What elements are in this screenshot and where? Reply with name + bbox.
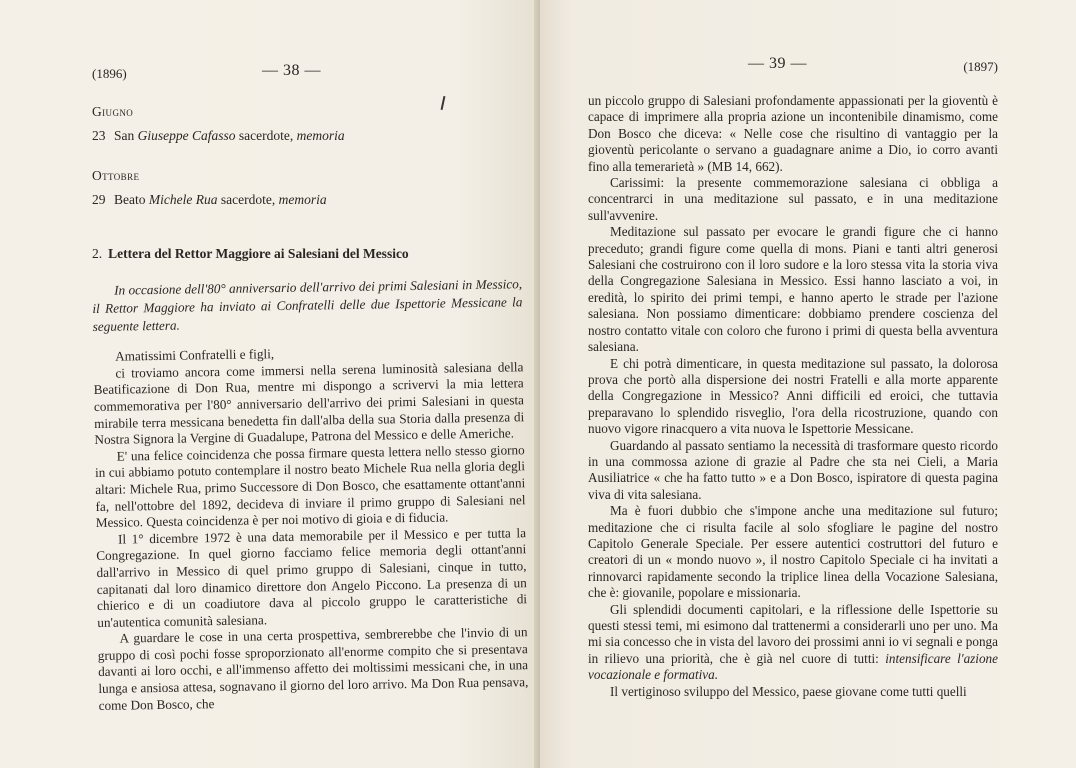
paragraph-italic-phrase: intensificare l'azione vocazionale e formativa. xyxy=(588,650,998,683)
section-title xyxy=(92,246,522,262)
paragraph: Il vertiginoso sviluppo del Messico, paese giovane come tutti quelli xyxy=(610,683,967,699)
paragraph: un piccolo gruppo di Salesiani profondamente appassionati per la gioventù è capace di imprimere alla propria azione un incontenibile dinamismo, come Don Bosco che diceva: « Nelle cose che risultino di vantaggio per la gioventù pericolante o servano a guadagnare anime a Dio, io corro avanti fino alla temerarietà » (MB 14, 662). xyxy=(588,93,998,174)
right-body-text xyxy=(588,93,998,700)
paragraph: Ma è fuori dubbio che s'impone anche una meditazione sul futuro; meditazione che ci risulta facile al solo sfogliare le pagine del nostro Capitolo Generale Speciale. Per essere autentici costruttori del futuro e creatori di un « mondo nuovo », il nostro Capitolo Speciale ci ha invitati a rinnovarci rapidamente secondo la triplice linea della Vocazione Salesiana, che è: giovanile, popolare e missionaria. xyxy=(588,503,998,601)
entry-prefix: Beato xyxy=(114,192,149,207)
entry-role: sacerdote, xyxy=(217,192,279,207)
paragraph: Meditazione sul passato per evocare le grandi figure che ci hanno preceduto; grandi figure come quella di mons. Piani e tanti altri generosi Salesiani che costruirono con il loro sudore e la loro stessa vita la storia viva della Congregazione Salesiana in Messico. Essi hanno lasciato a voi, in eredità, lo spirito dei primi tempi, e hanno aperto le strade per l'azione salesiana. Non possiamo dimenticare: dobbiamo prendere coscienza del nostro contatto vitale con coloro che furono i primi di questa bella avventura salesiana. xyxy=(588,224,998,355)
entry-day: 23 xyxy=(92,128,106,143)
left-body-text xyxy=(92,275,529,714)
letter-salutation: Amatissimi Confratelli e figli, xyxy=(115,346,275,364)
paragraph-text: Gli splendidi documenti capitolari, e la riflessione delle Ispettorie su questi stessi temi, mi esimono dal trattenermi a considerarli uno per uno. Ma mi sia concesso che in vista del lavoro dei prossimi anni io vi segnali e ponga in rilievo una priorità, che è già nel cuore di tutti: xyxy=(588,601,998,666)
section-title-text: Lettera del Rettor Maggiore ai Salesiani del Messico xyxy=(108,246,409,261)
month-heading-october: Ottobre xyxy=(92,168,140,183)
entry-saint-name: Michele Rua xyxy=(148,192,218,207)
paragraph: Guardando al passato sentiamo la necessità di trasformare questo ricordo in una commossa azione di grazie al Padre che sta nei Cieli, a Maria Ausiliatrice « che ha fatto tutto » e a Don Bosco, ispiratore di questa pagina viva di vita salesiana. xyxy=(588,437,998,502)
entry-role: sacerdote, xyxy=(235,128,297,143)
entry-saint-name: Giuseppe Cafasso xyxy=(137,128,236,143)
left-running-head xyxy=(92,62,522,86)
right-page xyxy=(540,0,1076,768)
left-year: (1896) xyxy=(92,66,127,81)
paragraph: E chi potrà dimenticare, in questa meditazione sul passato, la dolorosa prova che portò alla dispersione dei nostri Fratelli e alla morte apparente della Congregazione in Messico? Anni difficili ed eroici, che tuttavia preparavano lo splendido risveglio, l'ora della ricostruzione, quando con nuovo vigore rinacquero a vita nuova le Ispettorie Messicane. xyxy=(588,355,998,437)
right-running-head xyxy=(588,55,998,79)
paragraph: A guardare le cose in una certa prospettiva, sembrerebbe che l'invio di un gruppo di così pochi fosse sproporzionato all'enorme compito che si presentava davanti ai loro occhi, e all'immenso affetto dei moltissimi messicani che, in una lunga e ansiosa attesa, sognavano il giorno del loro arrivo. Ma Don Rua pensava, come Don Bosco, che xyxy=(97,624,529,713)
section-number: 2. xyxy=(92,246,103,261)
letter-intro: In occasione dell'80° anniversario dell'arrivo dei primi Salesiani in Messico, il Rettor Maggiore ha inviato ai Confratelli delle due Ispettorie Messicane la seguente lettera. xyxy=(92,276,523,334)
right-year: (1897) xyxy=(963,59,998,74)
entry-type: memoria xyxy=(296,128,345,143)
calendar-entry-rua xyxy=(92,192,522,208)
entry-type: memoria xyxy=(278,192,327,207)
paragraph xyxy=(588,602,998,684)
entry-day: 29 xyxy=(92,192,106,207)
paragraph: Carissimi: la presente commemorazione salesiana ci obbliga a concentrarci in una meditazione sul passato, e in una meditazione sull'avvenire. xyxy=(588,175,998,223)
left-page-number: — 38 — xyxy=(262,62,321,79)
entry-prefix: San xyxy=(114,128,138,143)
right-page-number: — 39 — xyxy=(748,55,807,72)
paragraph: Il 1° dicembre 1972 è una data memorabile per il Messico e per tutta la Congregazione. In quel giorno facciamo felice memoria degli ottant'anni dall'arrivo in Messico di quel primo gruppo di Salesiani, cinque in tutto, capitanati dal loro dinamico direttore don Angelo Piccono. La presenza di un chierico e di un coadiutore dava al piccolo gruppo le caratteristiche di un'autentica comunità salesiana. xyxy=(96,524,528,630)
paragraph: ci troviamo ancora come immersi nella serena luminosità salesiana della Beatificazione di Don Rua, mentre mi dispongo a scrivervi la mia lettera commemorativa per l'80° anniversario dell'arrivo dei primi Salesiani in questa mirabile terra messicana benedetta fin dall'alba della sua Storia dalla presenza di Nostra Signora la Vergine di Guadalupe, Patrona del Messico e delle Americhe. xyxy=(93,359,525,448)
calendar-entry-cafasso xyxy=(92,128,522,144)
month-heading-june: Giugno xyxy=(92,104,134,119)
paragraph: E' una felice coincidenza che possa firmare questa lettera nello stesso giorno in cui abbiamo potuto contemplare il nostro beato Michele Rua nella gloria degli altari: Michele Rua, primo Successore di Don Bosco, che esattamente ottant'anni fa, nell'ottobre del 1892, decideva di inviare il primo gruppo di Salesiani nel Messico. Questa coincidenza è per noi motivo di gioia e di fiducia. xyxy=(94,441,526,531)
